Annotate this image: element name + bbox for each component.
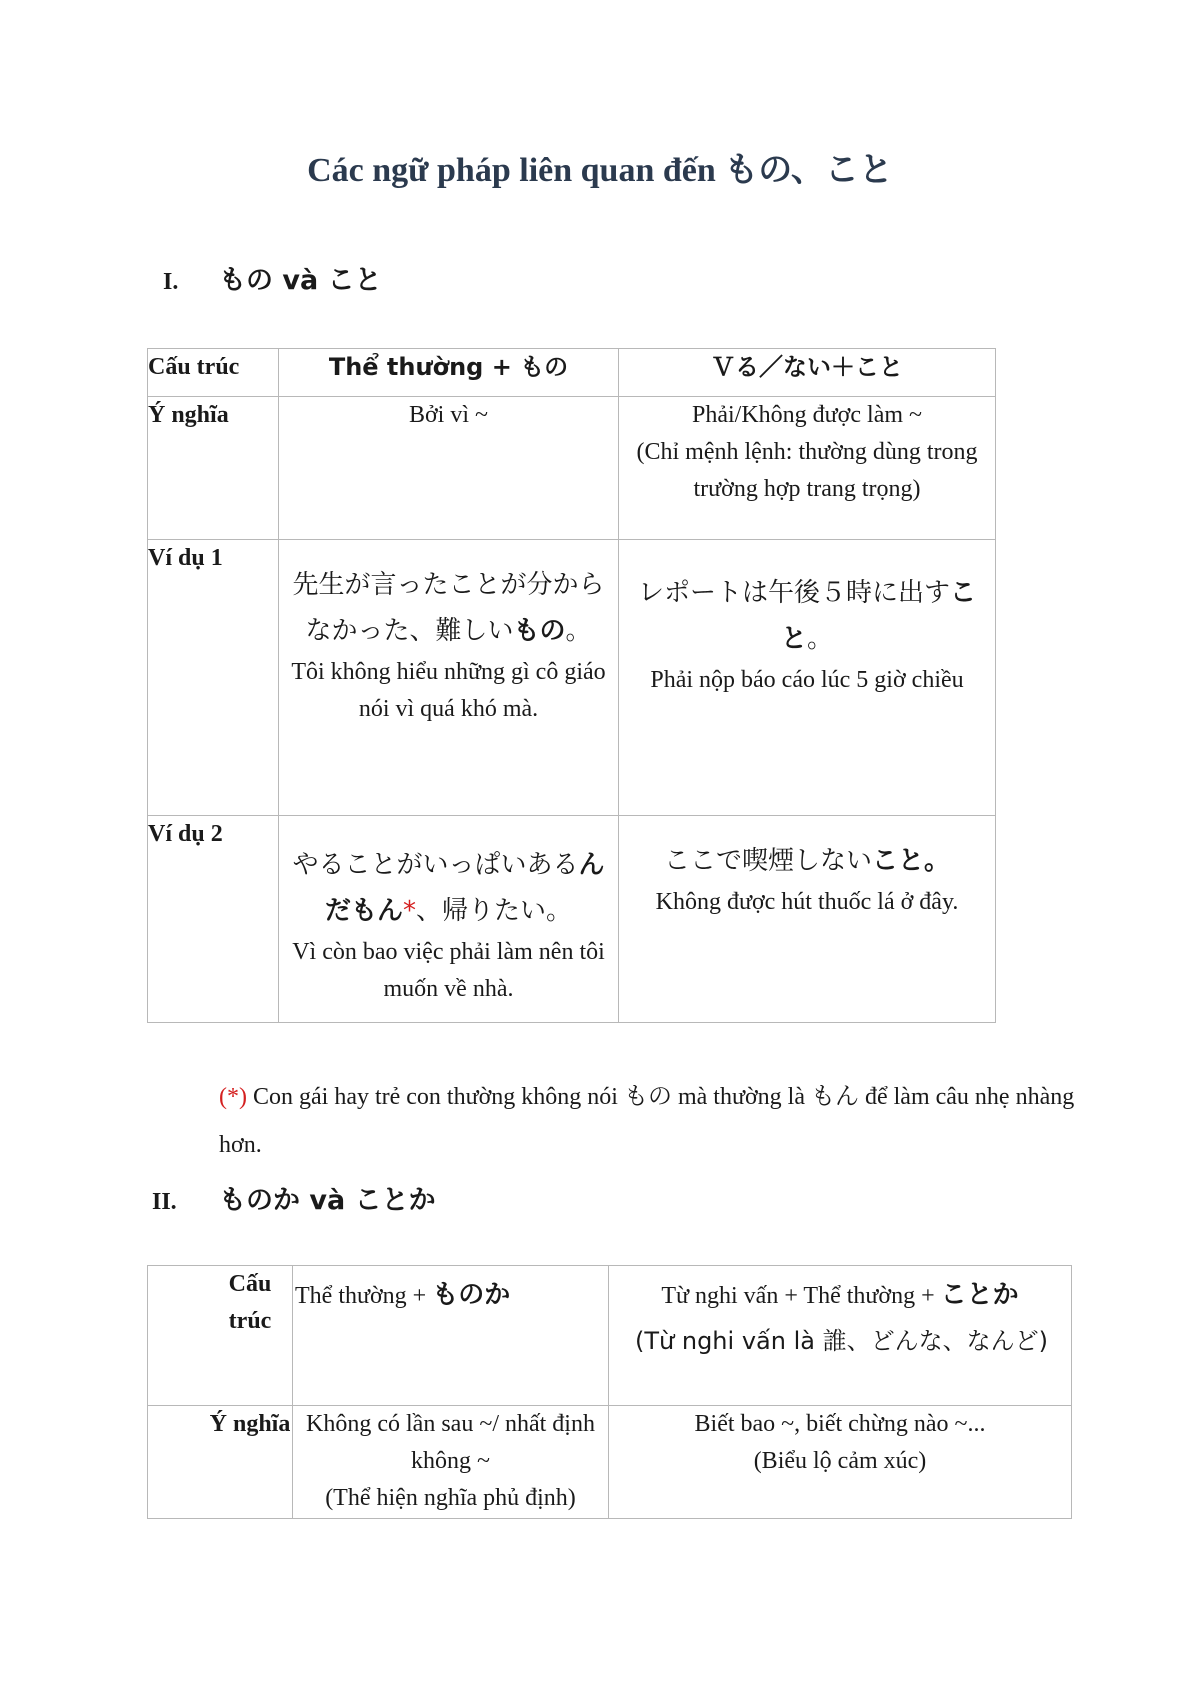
col2-meaning-line2: (Chỉ mệnh lệnh: thường dùng trong trường hợp trang trọng) [636, 439, 978, 502]
t2-row-label-meaning: Ý nghĩa [148, 1406, 293, 1519]
footnote: (*) Con gái hay trẻ con thường không nói もの mà thường là もん để làm câu nhẹ nhàng hơn. [219, 1082, 1075, 1158]
t2-col2-structure-main: Từ nghi vấn + Thể thường + ことか [661, 1280, 1019, 1310]
table2-row-structure [148, 1266, 1072, 1406]
row-label-example-2: Ví dụ 2 [148, 816, 279, 1023]
col1-example-2-jp: やることがいっぱいあるんだもん*、帰りたい。 [292, 850, 605, 926]
section-2-title: ものか và ことか [219, 1185, 436, 1216]
col2-example-1 [619, 540, 996, 816]
t2-col1-meaning-line1: Không có lần sau ~/ nhất định không ~ [306, 1411, 595, 1474]
page-title: Các ngữ pháp liên quan đến もの、こと [307, 152, 893, 189]
section-2-heading [152, 1178, 436, 1217]
t2-col1-meaning-line2: (Thể hiện nghĩa phủ định) [325, 1485, 576, 1511]
col1-structure: Thể thường + もの [279, 349, 619, 397]
col2-example-2 [619, 816, 996, 1023]
col1-example-1-jp: 先生が言ったことが分からなかった、難しいもの。 [292, 570, 605, 646]
col2-example-2-vn: Không được hút thuốc lá ở đây. [655, 889, 959, 915]
section-1-title: もの và こと [219, 265, 382, 296]
t2-col1-structure: Thể thường + ものか [293, 1266, 609, 1406]
footnote-mark: (*) [219, 1084, 247, 1110]
t2-col2-structure [609, 1266, 1072, 1406]
col2-example-1-jp: レポートは午後５時に出すこと。 [637, 578, 977, 654]
t2-col2-meaning-line2: (Biểu lộ cảm xúc) [753, 1448, 927, 1474]
table-row-example-2 [148, 816, 996, 1023]
section-1-number: I. [163, 269, 179, 295]
col1-example-1-vn: Tôi không hiểu những gì cô giáo nói vì quá khó mà. [291, 659, 606, 722]
col1-example-2 [279, 816, 619, 1023]
t2-col2-meaning [609, 1406, 1072, 1519]
table-monoka-kotoka [147, 1265, 1072, 1519]
col2-example-1-vn: Phải nộp báo cáo lúc 5 giờ chiều [650, 667, 964, 693]
col1-example-1 [279, 540, 619, 816]
section-2-number: II. [152, 1189, 177, 1215]
section-1-heading [163, 258, 382, 297]
col2-meaning [619, 397, 996, 540]
t2-row-label-structure: Cấu trúc [148, 1266, 293, 1406]
col1-example-2-vn: Vì còn bao việc phải làm nên tôi muốn về nhà. [292, 939, 605, 1002]
col1-meaning: Bởi vì ~ [279, 397, 619, 540]
table-row-example-1 [148, 540, 996, 816]
t2-col2-structure-note: (Từ nghi vấn là 誰、どんな、なんど) [635, 1327, 1048, 1355]
table-row-meaning [148, 397, 996, 540]
table-row-structure [148, 349, 996, 397]
t2-col2-meaning-line1: Biết bao ~, biết chừng nào ~... [694, 1411, 986, 1437]
col2-structure: Ｖる／ない＋こと [619, 349, 996, 397]
t2-col1-meaning [293, 1406, 609, 1519]
table-mono-koto [147, 348, 996, 1023]
table2-row-meaning [148, 1406, 1072, 1519]
row-label-structure: Cấu trúc [148, 349, 279, 397]
col2-example-2-jp: ここで喫煙しないこと。 [663, 846, 951, 876]
col2-meaning-line1: Phải/Không được làm ~ [692, 402, 922, 428]
row-label-meaning: Ý nghĩa [148, 397, 279, 540]
row-label-example-1: Ví dụ 1 [148, 540, 279, 816]
